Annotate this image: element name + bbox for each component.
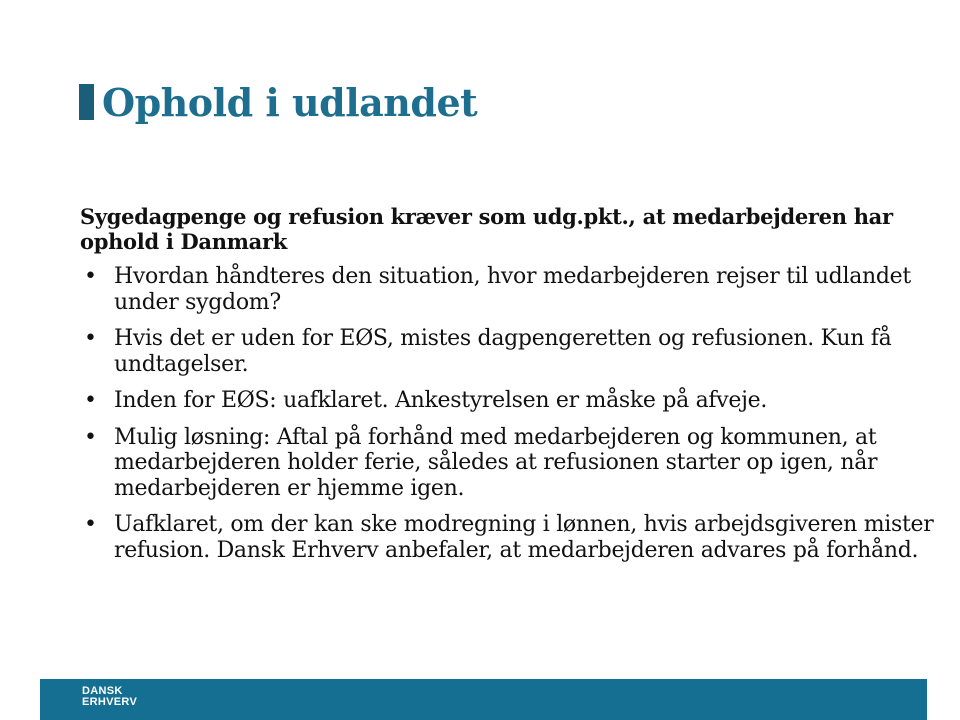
slide-title: Ophold i udlandet <box>102 79 478 125</box>
bullet-item <box>80 388 940 414</box>
bullet-icon: • <box>84 264 97 289</box>
bullet-item <box>80 512 940 563</box>
bullet-item <box>80 425 940 502</box>
bullet-text: Hvis det er uden for EØS, mistes dagpengeretten og refusionen. Kun få undtagelser. <box>114 326 892 377</box>
logo-line-2: ERHVERV <box>82 696 138 708</box>
bullet-text: Hvordan håndteres den situation, hvor medarbejderen rejser til udlandet under sygdom? <box>114 264 911 315</box>
bullet-icon: • <box>84 326 97 351</box>
bullet-text: Mulig løsning: Aftal på forhånd med medarbejderen og kommunen, at medarbejderen holder ferie, således at refusionen starter op igen, når medarbejderen er hjemme igen. <box>114 424 878 501</box>
title-marker-bar <box>79 84 94 120</box>
dansk-erhverv-logo <box>82 686 137 708</box>
footer-bar <box>40 679 927 720</box>
bullet-text: Inden for EØS: uafklaret. Ankestyrelsen er måske på afveje. <box>114 388 768 413</box>
bullet-list <box>80 264 940 563</box>
slide-body <box>80 204 940 574</box>
intro-text: Sygedagpenge og refusion kræver som udg.pkt., at medarbejderen har ophold i Danmark <box>80 204 893 254</box>
bullet-icon: • <box>84 512 97 537</box>
bullet-item <box>80 326 940 377</box>
bullet-icon: • <box>84 388 97 413</box>
bullet-text: Uafklaret, om der kan ske modregning i lønnen, hvis arbejdsgiveren mister refusion. Dansk Erhverv anbefaler, at medarbejderen advares på forhånd. <box>114 512 934 563</box>
logo-line-1: DANSK <box>82 685 123 697</box>
title-area <box>79 76 477 128</box>
bullet-icon: • <box>84 424 97 450</box>
bullet-item <box>80 264 940 315</box>
